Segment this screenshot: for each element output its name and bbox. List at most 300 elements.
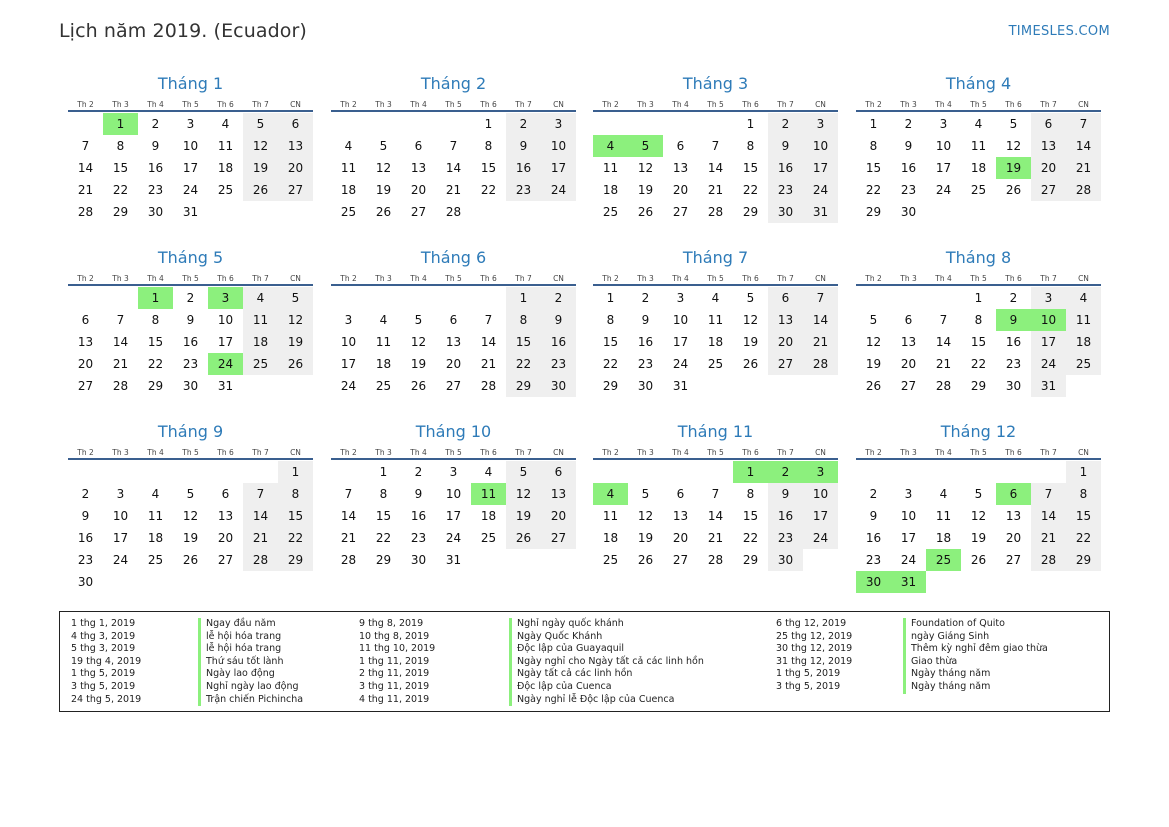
month-block [856, 247, 1101, 397]
day-cell: 29 [375, 553, 392, 567]
day-cell: 28 [480, 379, 497, 393]
day-cell: 10 [803, 483, 838, 505]
day-cell: 20 [217, 531, 234, 545]
week-row [593, 157, 838, 179]
day-cell: 15 [742, 161, 759, 175]
week-row [68, 505, 313, 527]
legend-entry: Độc lập của Cuenca [517, 680, 612, 692]
legend-names-group-3 [903, 618, 1048, 694]
weekday-label: Th 6 [1005, 100, 1022, 109]
day-cell: 9 [506, 135, 541, 157]
weekday-label: Th 5 [445, 274, 462, 283]
legend-entry: Foundation of Quito [911, 618, 1005, 629]
day-cell: 5 [1009, 117, 1018, 131]
day-cell: 15 [147, 335, 164, 349]
weekday-label: Th 4 [672, 448, 689, 457]
month-title: Tháng 4 [945, 74, 1012, 93]
day-cell: 18 [935, 531, 952, 545]
weekday-label: Th 3 [112, 448, 129, 457]
day-cell: 23 [865, 553, 882, 567]
day-cell: 5 [641, 487, 650, 501]
weekday-label: Th 2 [602, 100, 619, 109]
month-block [68, 421, 313, 593]
legend-names-group-2 [509, 618, 704, 706]
empty-day-cell [243, 461, 278, 483]
empty-day-cell [173, 571, 208, 593]
day-cell: 21 [77, 183, 94, 197]
weekday-label: Th 2 [340, 100, 357, 109]
day-cell: 16 [637, 335, 654, 349]
week-row [331, 157, 576, 179]
empty-day-cell [996, 571, 1031, 593]
legend-entry: Trận chiến Pichincha [206, 693, 304, 705]
day-cell: 29 [147, 379, 164, 393]
day-cell: 14 [445, 161, 462, 175]
empty-day-cell [961, 571, 996, 593]
weekday-label: Th 7 [1040, 448, 1057, 457]
weekday-label: CN [553, 274, 564, 283]
legend-entry: 6 thg 12, 2019 [776, 618, 847, 629]
day-cell: 30 [410, 553, 427, 567]
day-cell: 20 [672, 531, 689, 545]
day-cell: 28 [707, 553, 724, 567]
month-block [331, 421, 576, 571]
empty-day-cell [926, 571, 961, 593]
day-cell: 18 [602, 183, 619, 197]
day-cell: 30 [637, 379, 654, 393]
day-cell: 9 [996, 309, 1031, 331]
day-cell: 17 [803, 505, 838, 527]
month-title: Tháng 7 [682, 248, 749, 267]
legend-entry: 31 thg 12, 2019 [776, 655, 853, 667]
empty-day-cell [961, 461, 996, 483]
week-row [593, 331, 838, 353]
month-title: Tháng 5 [157, 248, 224, 267]
week-row [68, 135, 313, 157]
day-cell: 13 [445, 335, 462, 349]
day-cell: 4 [379, 313, 388, 327]
page-title: Lịch năm 2019. (Ecuador) [59, 20, 307, 42]
empty-day-cell [138, 461, 173, 483]
day-cell: 2 [904, 117, 913, 131]
weekday-label: Th 4 [410, 100, 427, 109]
day-cell: 3 [116, 487, 125, 501]
day-cell: 16 [410, 509, 427, 523]
day-cell: 10 [541, 135, 576, 157]
day-cell: 12 [637, 161, 654, 175]
month-block [856, 73, 1101, 223]
day-cell: 21 [1066, 157, 1101, 179]
week-row [331, 483, 576, 505]
day-cell: 4 [221, 117, 230, 131]
day-cell: 22 [742, 531, 759, 545]
day-cell: 18 [340, 183, 357, 197]
day-cell: 30 [900, 205, 917, 219]
day-cell: 21 [707, 183, 724, 197]
legend-dates-group-3 [776, 618, 852, 694]
day-cell: 7 [803, 287, 838, 309]
legend-entry: Ngay đầu năm [206, 618, 276, 629]
day-cell: 31 [803, 201, 838, 223]
day-cell: 6 [768, 287, 803, 309]
week-row [593, 375, 838, 397]
empty-day-cell [366, 113, 401, 135]
day-cell: 3 [541, 113, 576, 135]
weekday-label: CN [290, 100, 301, 109]
weekday-label: Th 5 [182, 448, 199, 457]
empty-day-cell [173, 461, 208, 483]
site-link[interactable]: TIMESLES.COM [1008, 24, 1110, 39]
day-cell: 19 [996, 157, 1031, 179]
week-row [856, 571, 1101, 593]
legend-entry: Ngày nghỉ lễ Độc lập của Cuenca [517, 693, 675, 705]
day-cell: 26 [1005, 183, 1022, 197]
day-cell: 22 [278, 527, 313, 549]
weekday-label: Th 7 [1040, 100, 1057, 109]
day-cell: 3 [676, 291, 685, 305]
day-cell: 25 [602, 205, 619, 219]
day-cell: 18 [243, 331, 278, 353]
day-cell: 17 [340, 357, 357, 371]
empty-day-cell [961, 201, 996, 223]
day-cell: 23 [147, 183, 164, 197]
day-cell: 2 [768, 461, 803, 483]
empty-day-cell [803, 549, 838, 571]
day-cell: 22 [970, 357, 987, 371]
empty-day-cell [1066, 375, 1101, 397]
day-cell: 13 [1031, 135, 1066, 157]
empty-day-cell [506, 201, 541, 223]
day-cell: 13 [900, 335, 917, 349]
day-cell: 9 [541, 309, 576, 331]
day-cell: 18 [480, 509, 497, 523]
month-block [593, 247, 838, 397]
day-cell: 2 [1009, 291, 1018, 305]
day-cell: 2 [186, 291, 195, 305]
weekday-label: CN [1078, 274, 1089, 283]
weekday-label: Th 3 [900, 100, 917, 109]
day-cell: 22 [742, 183, 759, 197]
day-cell: 21 [707, 531, 724, 545]
empty-day-cell [698, 113, 733, 135]
week-row [593, 353, 838, 375]
legend-entry: 4 thg 3, 2019 [71, 630, 136, 642]
weekday-label: Th 7 [252, 448, 269, 457]
day-cell: 9 [904, 139, 913, 153]
day-cell: 21 [340, 531, 357, 545]
day-cell: 6 [541, 461, 576, 483]
day-cell: 6 [676, 139, 685, 153]
day-cell: 2 [641, 291, 650, 305]
empty-day-cell [663, 113, 698, 135]
day-cell: 22 [602, 357, 619, 371]
legend-entry: 11 thg 10, 2019 [359, 643, 436, 655]
weekday-label: Th 4 [672, 100, 689, 109]
day-cell: 5 [243, 113, 278, 135]
day-cell: 24 [935, 183, 952, 197]
day-cell: 20 [445, 357, 462, 371]
empty-day-cell [401, 113, 436, 135]
week-row [68, 287, 313, 309]
day-cell: 1 [278, 461, 313, 483]
week-row [856, 179, 1101, 201]
weekday-label: Th 3 [375, 448, 392, 457]
day-cell: 30 [182, 379, 199, 393]
day-cell: 19 [375, 183, 392, 197]
month-block [593, 73, 838, 223]
day-cell: 11 [707, 313, 724, 327]
day-cell: 1 [746, 117, 755, 131]
day-cell: 28 [707, 205, 724, 219]
day-cell: 26 [637, 553, 654, 567]
day-cell: 11 [471, 483, 506, 505]
day-cell: 17 [900, 531, 917, 545]
weekday-label: Th 6 [742, 448, 759, 457]
week-row [856, 483, 1101, 505]
day-cell: 23 [637, 357, 654, 371]
day-cell: 17 [182, 161, 199, 175]
legend-entry: Độc lập của Guayaquil [517, 643, 624, 655]
week-row [68, 113, 313, 135]
week-row [856, 309, 1101, 331]
day-cell: 14 [1031, 505, 1066, 527]
day-cell: 2 [151, 117, 160, 131]
day-cell: 24 [672, 357, 689, 371]
weekday-label: Th 2 [865, 274, 882, 283]
weekday-header [593, 98, 838, 112]
day-cell: 4 [484, 465, 493, 479]
day-cell: 28 [112, 379, 129, 393]
empty-day-cell [331, 287, 366, 309]
legend-entry: Ngày tháng năm [911, 668, 991, 680]
day-cell: 19 [410, 357, 427, 371]
week-row [331, 113, 576, 135]
day-cell: 11 [935, 509, 952, 523]
empty-day-cell [803, 375, 838, 397]
day-cell: 8 [746, 487, 755, 501]
empty-day-cell [593, 461, 628, 483]
legend-entry: Thêm kỳ nghỉ đêm giao thừa [911, 643, 1048, 655]
day-cell: 10 [900, 509, 917, 523]
day-cell: 22 [147, 357, 164, 371]
weekday-label: Th 5 [970, 100, 987, 109]
legend-entry: 9 thg 8, 2019 [359, 618, 424, 629]
day-cell: 1 [138, 287, 173, 309]
day-cell: 4 [939, 487, 948, 501]
day-cell: 2 [81, 487, 90, 501]
week-row [68, 483, 313, 505]
weekday-header [331, 98, 576, 112]
week-row [331, 331, 576, 353]
weekday-header [68, 98, 313, 112]
day-cell: 19 [278, 331, 313, 353]
week-row [856, 353, 1101, 375]
day-cell: 31 [182, 205, 199, 219]
day-cell: 3 [904, 487, 913, 501]
weekday-label: CN [290, 274, 301, 283]
legend-entry: lễ hội hóa trang [206, 643, 282, 655]
day-cell: 2 [506, 113, 541, 135]
day-cell: 29 [278, 549, 313, 571]
day-cell: 1 [869, 117, 878, 131]
day-cell: 12 [865, 335, 882, 349]
day-cell: 22 [112, 183, 129, 197]
day-cell: 15 [970, 335, 987, 349]
day-cell: 11 [340, 161, 357, 175]
week-row [856, 113, 1101, 135]
weekday-label: Th 4 [147, 100, 164, 109]
day-cell: 10 [445, 487, 462, 501]
empty-day-cell [208, 571, 243, 593]
day-cell: 11 [602, 509, 619, 523]
day-cell: 24 [340, 379, 357, 393]
week-row [593, 527, 838, 549]
day-cell: 3 [1031, 287, 1066, 309]
day-cell: 3 [803, 113, 838, 135]
weekday-label: CN [553, 448, 564, 457]
day-cell: 11 [970, 139, 987, 153]
day-cell: 2 [414, 465, 423, 479]
empty-day-cell [278, 201, 313, 223]
day-cell: 15 [602, 335, 619, 349]
day-cell: 1 [974, 291, 983, 305]
empty-day-cell [996, 461, 1031, 483]
day-cell: 26 [506, 527, 541, 549]
day-cell: 23 [768, 527, 803, 549]
day-cell: 9 [81, 509, 90, 523]
weekday-label: CN [815, 100, 826, 109]
weekday-label: Th 3 [375, 100, 392, 109]
day-cell: 21 [803, 331, 838, 353]
month-title: Tháng 8 [945, 248, 1012, 267]
day-cell: 8 [116, 139, 125, 153]
day-cell: 22 [375, 531, 392, 545]
day-cell: 20 [1031, 157, 1066, 179]
weekday-label: Th 2 [865, 100, 882, 109]
day-cell: 31 [672, 379, 689, 393]
day-cell: 31 [1031, 375, 1066, 397]
legend-entry: Thứ sáu tốt lành [206, 655, 284, 667]
weekday-label: Th 5 [445, 100, 462, 109]
legend-entry: Ngày lao động [206, 668, 275, 680]
day-cell: 25 [217, 183, 234, 197]
day-cell: 12 [506, 483, 541, 505]
day-cell: 9 [641, 313, 650, 327]
weekday-label: Th 7 [777, 448, 794, 457]
day-cell: 27 [768, 353, 803, 375]
week-row [856, 201, 1101, 223]
month-block [593, 421, 838, 571]
day-cell: 14 [112, 335, 129, 349]
week-row [593, 201, 838, 223]
day-cell: 7 [939, 313, 948, 327]
weekday-label: Th 6 [480, 100, 497, 109]
week-row [68, 549, 313, 571]
day-cell: 30 [768, 549, 803, 571]
day-cell: 25 [340, 205, 357, 219]
day-cell: 31 [445, 553, 462, 567]
legend-entry: ngày Giáng Sinh [911, 630, 990, 642]
day-cell: 23 [768, 179, 803, 201]
day-cell: 26 [278, 353, 313, 375]
weekday-header [331, 272, 576, 286]
day-cell: 10 [182, 139, 199, 153]
empty-day-cell [331, 113, 366, 135]
day-cell: 7 [484, 313, 493, 327]
day-cell: 9 [869, 509, 878, 523]
day-cell: 4 [344, 139, 353, 153]
day-cell: 16 [1005, 335, 1022, 349]
day-cell: 28 [1066, 179, 1101, 201]
weekday-label: CN [815, 448, 826, 457]
day-cell: 5 [506, 461, 541, 483]
day-cell: 20 [410, 183, 427, 197]
weekday-label: CN [1078, 448, 1089, 457]
empty-day-cell [1031, 201, 1066, 223]
day-cell: 16 [541, 331, 576, 353]
month-title: Tháng 1 [157, 74, 224, 93]
empty-day-cell [663, 461, 698, 483]
day-cell: 6 [676, 487, 685, 501]
empty-day-cell [891, 461, 926, 483]
day-cell: 13 [217, 509, 234, 523]
weekday-label: Th 7 [515, 100, 532, 109]
week-row [331, 527, 576, 549]
day-cell: 3 [344, 313, 353, 327]
weekday-label: Th 5 [182, 274, 199, 283]
day-cell: 16 [768, 505, 803, 527]
weekday-label: Th 4 [672, 274, 689, 283]
day-cell: 14 [803, 309, 838, 331]
day-cell: 28 [243, 549, 278, 571]
legend-entry: 1 thg 1, 2019 [71, 618, 136, 629]
day-cell: 2 [869, 487, 878, 501]
day-cell: 20 [672, 183, 689, 197]
month-title: Tháng 9 [157, 422, 224, 441]
day-cell: 8 [484, 139, 493, 153]
day-cell: 1 [506, 287, 541, 309]
day-cell: 12 [410, 335, 427, 349]
day-cell: 6 [996, 483, 1031, 505]
weekday-label: Th 7 [515, 274, 532, 283]
week-row [856, 375, 1101, 397]
weekday-label: Th 3 [112, 274, 129, 283]
day-cell: 17 [541, 157, 576, 179]
day-cell: 16 [77, 531, 94, 545]
empty-day-cell [103, 287, 138, 309]
empty-day-cell [593, 113, 628, 135]
day-cell: 21 [1031, 527, 1066, 549]
legend-entry: 5 thg 3, 2019 [71, 643, 136, 655]
weekday-label: Th 5 [970, 448, 987, 457]
week-row [856, 287, 1101, 309]
weekday-header [856, 272, 1101, 286]
week-row [593, 179, 838, 201]
week-row [68, 527, 313, 549]
empty-day-cell [138, 571, 173, 593]
day-cell: 8 [606, 313, 615, 327]
day-cell: 24 [900, 553, 917, 567]
day-cell: 8 [379, 487, 388, 501]
day-cell: 30 [1005, 379, 1022, 393]
day-cell: 23 [541, 353, 576, 375]
day-cell: 17 [112, 531, 129, 545]
holiday-legend [59, 611, 1110, 712]
day-cell: 4 [593, 483, 628, 505]
day-cell: 23 [900, 183, 917, 197]
day-cell: 10 [340, 335, 357, 349]
day-cell: 10 [803, 135, 838, 157]
